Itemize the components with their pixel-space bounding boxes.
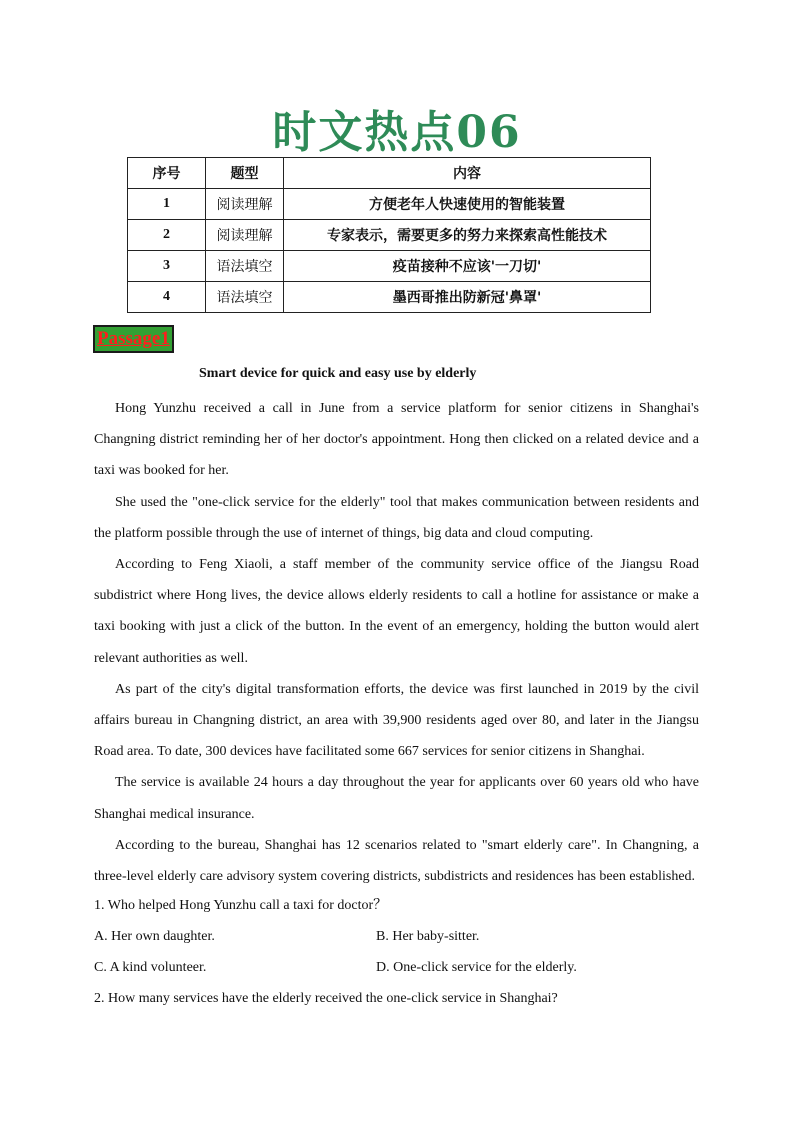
paragraph: As part of the city's digital transformation efforts, the device was first launched in 2019 by the civil affairs bureau in Changning district, an area with 39,900 residents aged over 80, and later in the Jiangsu Road area. To date, 300 devices have facilitated some 667 services for senior citizens in Shanghai. <box>94 681 699 760</box>
article-title: Smart device for quick and easy use by elderly <box>199 366 477 381</box>
paragraph: According to the bureau, Shanghai has 12 scenarios related to "smart elderly care". In Changning, a three-level elderly care advisory system covering districts, subdistricts and residences has been established. <box>94 837 699 885</box>
topics-table <box>127 157 651 313</box>
row-number: 2 <box>128 220 206 251</box>
row-number: 3 <box>128 251 206 282</box>
header-type: 题型 <box>206 158 284 189</box>
row-type: 阅读理解 <box>206 220 284 251</box>
passage-label: Passage1 <box>93 325 174 353</box>
row-number: 4 <box>128 282 206 313</box>
article-body <box>94 393 699 892</box>
row-content: 专家表示，需要更多的努力来探索高性能技术 <box>284 220 651 251</box>
table-row <box>128 189 651 220</box>
option-c: C. A kind volunteer. <box>94 960 207 975</box>
row-content: 疫苗接种不应该'一刀切' <box>284 251 651 282</box>
table-row <box>128 251 651 282</box>
paragraph: Hong Yunzhu received a call in June from a service platform for senior citizens in Shanghai's Changning district reminding her of her doctor's appointment. Hong then clicked on a related device and a taxi was booked for her. <box>94 401 699 479</box>
row-type: 语法填空 <box>206 251 284 282</box>
table-row <box>128 220 651 251</box>
row-type: 阅读理解 <box>206 189 284 220</box>
paragraph: According to Feng Xiaoli, a staff member of the community service office of the Jiangsu Road subdistrict where Hong lives, the device allows elderly residents to call a hotline for assistance or make a taxi booking with just a click of the button. In the event of an emergency, holding the button would alert relevant authorities as well. <box>94 557 699 666</box>
table-header-row <box>128 158 651 189</box>
option-b: B. Her baby-sitter. <box>376 929 480 944</box>
question-stem: 1. Who helped Hong Yunzhu call a taxi for doctor？ <box>94 898 388 913</box>
table-row <box>128 282 651 313</box>
page-title: 时文热点06 <box>272 107 522 158</box>
paragraph: She used the "one-click service for the elderly" tool that makes communication between residents and the platform possible through the use of internet of things, big data and cloud computing. <box>94 494 699 541</box>
option-d: D. One-click service for the elderly. <box>376 960 577 975</box>
header-content: 内容 <box>284 158 651 189</box>
row-number: 1 <box>128 189 206 220</box>
row-type: 语法填空 <box>206 282 284 313</box>
row-content: 墨西哥推出防新冠'鼻罩' <box>284 282 651 313</box>
header-number: 序号 <box>128 158 206 189</box>
paragraph: The service is available 24 hours a day throughout the year for applicants over 60 years old who have Shanghai medical insurance. <box>94 775 699 822</box>
question-stem: 2. How many services have the elderly received the one-click service in Shanghai? <box>94 991 558 1006</box>
row-content: 方便老年人快速使用的智能装置 <box>284 189 651 220</box>
option-a: A. Her own daughter. <box>94 929 215 944</box>
